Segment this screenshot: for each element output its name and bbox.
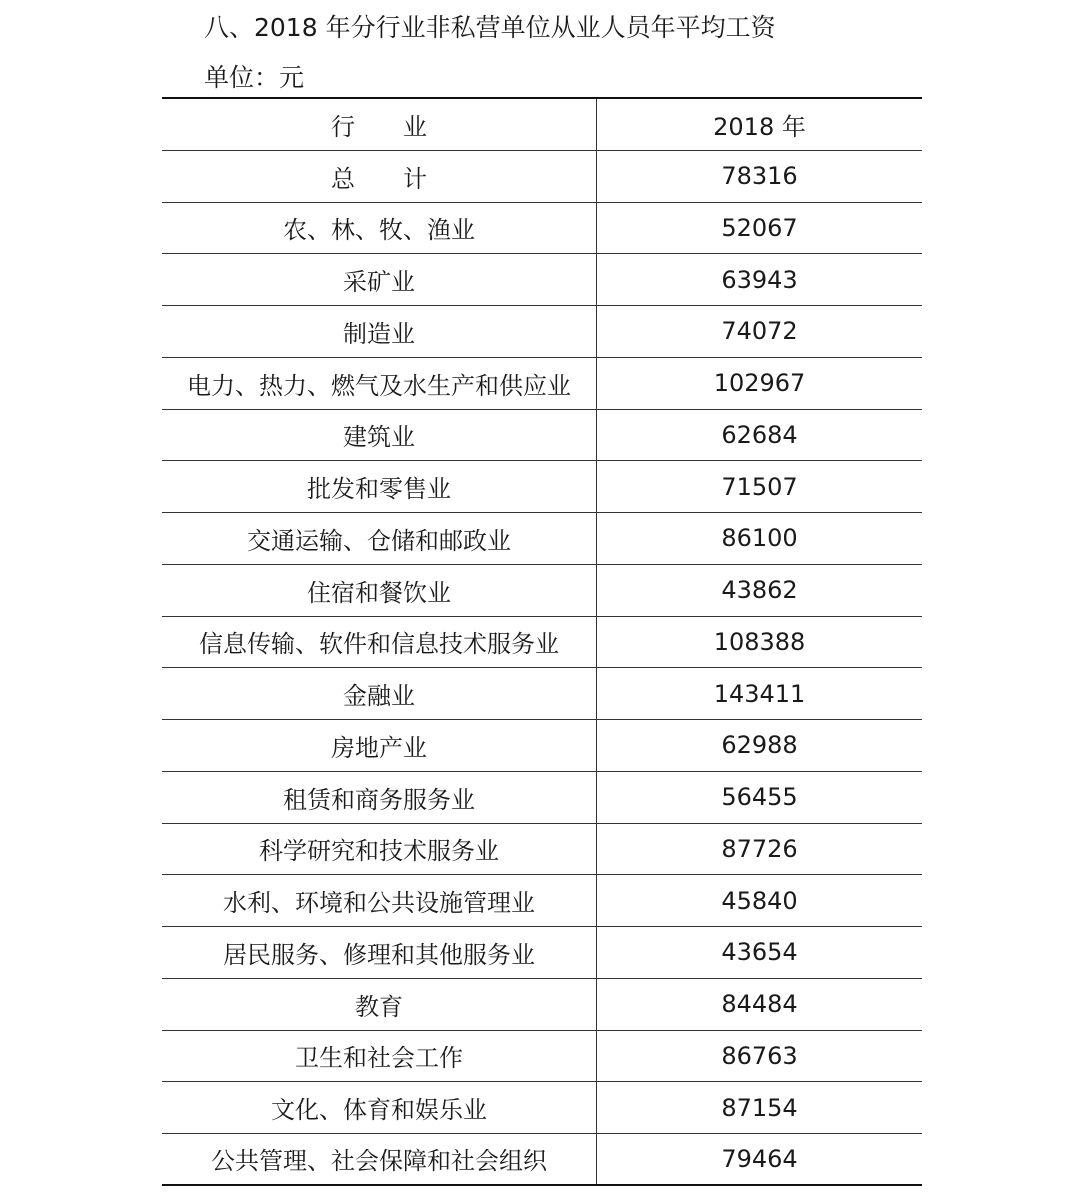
industry-cell: 金融业 xyxy=(162,668,597,719)
industry-cell: 卫生和社会工作 xyxy=(162,1031,597,1082)
table-row xyxy=(162,720,922,772)
table-row xyxy=(162,306,922,358)
table-row xyxy=(162,254,922,306)
industry-cell: 居民服务、修理和其他服务业 xyxy=(162,927,597,978)
table-row xyxy=(162,410,922,462)
table-row xyxy=(162,565,922,617)
table-row xyxy=(162,927,922,979)
wage-cell: 84484 xyxy=(721,990,798,1019)
industry-cell: 建筑业 xyxy=(162,410,597,461)
wage-cell: 71507 xyxy=(721,472,798,501)
industry-cell: 文化、体育和娱乐业 xyxy=(162,1082,597,1133)
industry-cell: 教育 xyxy=(162,979,597,1030)
wage-cell: 79464 xyxy=(721,1144,798,1173)
industry-cell: 水利、环境和公共设施管理业 xyxy=(162,875,597,926)
table-row xyxy=(162,979,922,1031)
table-row xyxy=(162,1031,922,1083)
table-row xyxy=(162,668,922,720)
wage-cell: 86763 xyxy=(721,1041,798,1070)
table-row xyxy=(162,1082,922,1134)
industry-cell: 采矿业 xyxy=(162,254,597,305)
table-header-row xyxy=(162,99,922,151)
wage-cell: 87726 xyxy=(721,834,798,863)
industry-cell: 住宿和餐饮业 xyxy=(162,565,597,616)
header-year: 2018 年 xyxy=(713,112,806,141)
industry-cell: 科学研究和技术服务业 xyxy=(162,824,597,875)
wage-cell: 56455 xyxy=(721,783,798,812)
wage-cell: 43654 xyxy=(721,938,798,967)
industry-cell: 租赁和商务服务业 xyxy=(162,772,597,823)
wage-cell: 62988 xyxy=(721,731,798,760)
table-row xyxy=(162,461,922,513)
wage-cell: 52067 xyxy=(721,213,798,242)
unit-label: 单位：元 xyxy=(204,63,305,92)
table-row xyxy=(162,513,922,565)
document-title: 八、2018 年分行业非私营单位从业人员年平均工资 xyxy=(204,13,776,42)
wage-cell: 87154 xyxy=(721,1093,798,1122)
wage-cell: 78316 xyxy=(721,162,798,191)
wage-cell: 102967 xyxy=(713,369,806,398)
table-row xyxy=(162,772,922,824)
wage-cell: 62684 xyxy=(721,420,798,449)
table-row xyxy=(162,203,922,255)
wage-cell: 43862 xyxy=(721,576,798,605)
table-row xyxy=(162,824,922,876)
table-row xyxy=(162,1134,922,1186)
industry-cell: 信息传输、软件和信息技术服务业 xyxy=(162,617,597,668)
table-row xyxy=(162,617,922,669)
wage-table xyxy=(162,97,922,1186)
industry-cell: 批发和零售业 xyxy=(162,461,597,512)
wage-cell: 86100 xyxy=(721,524,798,553)
table-row xyxy=(162,151,922,203)
wage-cell: 45840 xyxy=(721,886,798,915)
wage-cell: 63943 xyxy=(721,265,798,294)
industry-cell: 制造业 xyxy=(162,306,597,357)
industry-cell: 总 计 xyxy=(162,151,597,202)
industry-cell: 交通运输、仓储和邮政业 xyxy=(162,513,597,564)
industry-cell: 农、林、牧、渔业 xyxy=(162,203,597,254)
table-row xyxy=(162,358,922,410)
industry-cell: 房地产业 xyxy=(162,720,597,771)
industry-cell: 公共管理、社会保障和社会组织 xyxy=(162,1134,597,1184)
industry-cell: 电力、热力、燃气及水生产和供应业 xyxy=(162,358,597,409)
wage-cell: 74072 xyxy=(721,317,798,346)
wage-cell: 108388 xyxy=(713,627,806,656)
header-industry: 行 业 xyxy=(162,99,597,150)
table-row xyxy=(162,875,922,927)
wage-cell: 143411 xyxy=(713,679,806,708)
